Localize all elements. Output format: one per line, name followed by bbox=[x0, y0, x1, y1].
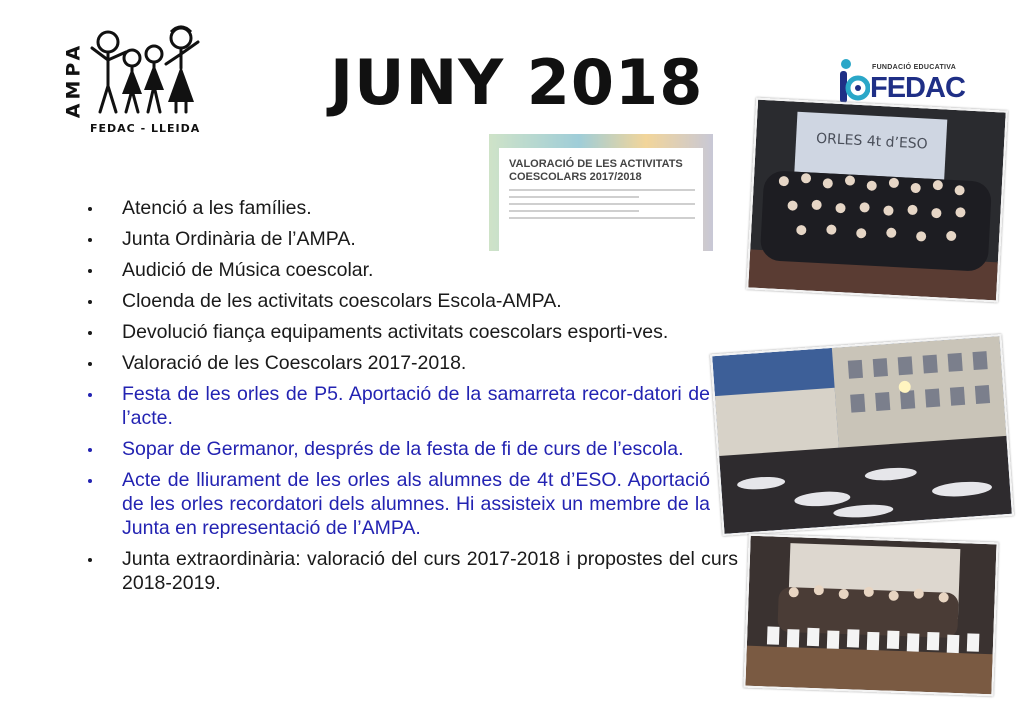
form-text-line bbox=[509, 189, 695, 191]
ampa-vertical-label: AMPA bbox=[62, 41, 84, 118]
photo-caption: ORLES 4t d’ESO bbox=[815, 130, 929, 153]
list-item: Valoració de les Coescolars 2017-2018. bbox=[86, 351, 710, 375]
dinner-event-photo bbox=[710, 334, 1014, 536]
activities-list bbox=[86, 196, 738, 602]
list-item: Cloenda de les activitats coescolars Escola-AMPA. bbox=[86, 289, 710, 313]
children-drawing-icon bbox=[86, 24, 206, 122]
list-item: Acte de lliurament de les orles als alumnes de 4t d’ESO. Aportació de les orles recordatori dels alumnes. Hi assisteix un membre de la Junta en representació de l’AMPA. bbox=[86, 468, 710, 540]
list-item: Atenció a les famílies. bbox=[86, 196, 710, 220]
ampa-logo bbox=[62, 22, 212, 142]
list-item: Audició de Música coescolar. bbox=[86, 258, 710, 282]
list-item: Devolució fiança equipaments activitats coescolars esporti-ves. bbox=[86, 320, 710, 344]
survey-form-title: VALORACIÓ DE LES ACTIVITATS COESCOLARS 2017/2018 bbox=[509, 158, 683, 183]
list-item: Junta extraordinària: valoració del curs 2017-2018 i propostes del curs 2018-2019. bbox=[86, 547, 738, 595]
fedac-name: FEDAC bbox=[870, 72, 965, 104]
page-title: JUNY 2018 bbox=[330, 46, 704, 119]
list-item: Sopar de Germanor, després de la festa de fi de curs de l’escola. bbox=[86, 437, 710, 461]
p5-graduation-photo bbox=[743, 534, 998, 697]
ampa-subtitle: FEDAC - LLEIDA bbox=[90, 122, 201, 135]
fedac-foundation-label: FUNDACIÓ EDUCATIVA bbox=[872, 64, 957, 71]
family-figure-icon bbox=[836, 58, 870, 108]
list-item: Junta Ordinària de l’AMPA. bbox=[86, 227, 710, 251]
graduation-group-photo bbox=[746, 98, 1008, 303]
list-item: Festa de les orles de P5. Aportació de la samarreta recor-datori de l’acte. bbox=[86, 382, 710, 430]
